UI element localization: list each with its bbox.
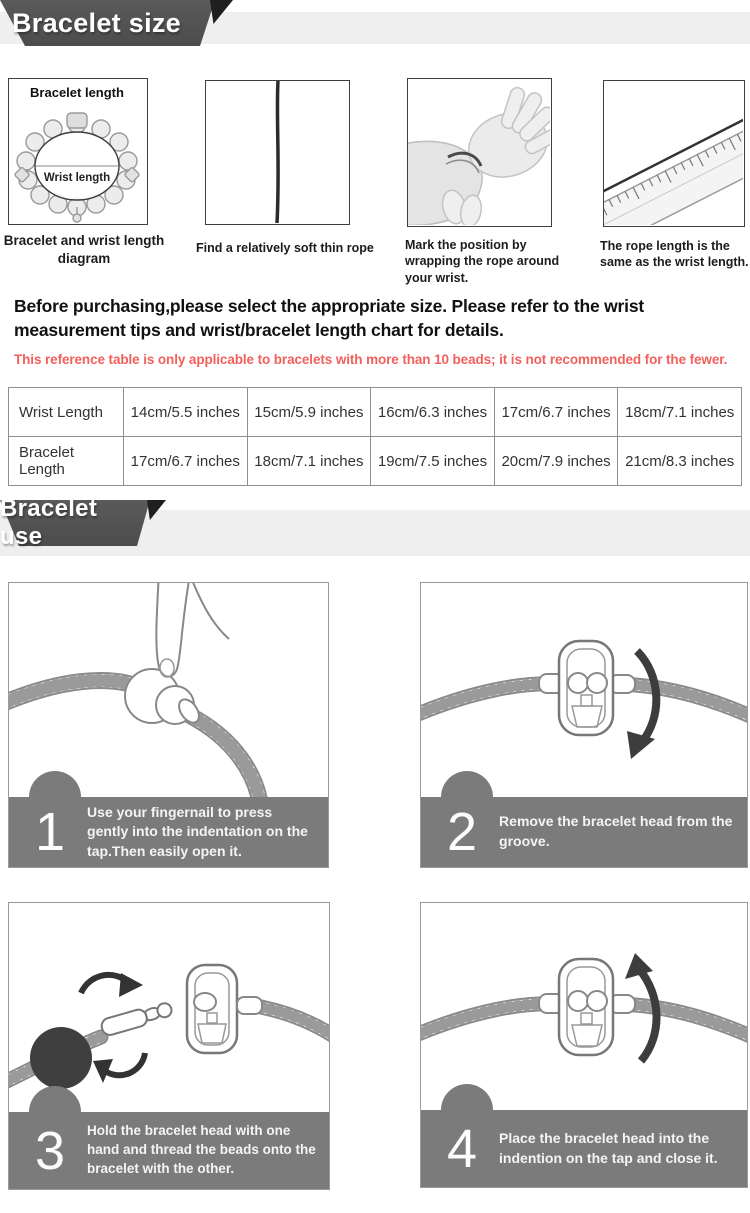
table-cell: 18cm/7.1 inches — [247, 437, 371, 486]
step-3-caption-bar — [9, 1112, 329, 1189]
ruler-illustration — [604, 81, 743, 225]
table-cell: 18cm/7.1 inches — [618, 388, 742, 437]
step-4-text: Place the bracelet head into the indention on the tap and close it. — [499, 1129, 718, 1166]
step-3-text: Hold the bracelet head with one hand and thread the beads onto the bracelet with the other. — [87, 1123, 316, 1176]
banner-bracelet-size — [0, 0, 233, 46]
bracelet-length-header: Bracelet Length — [9, 437, 124, 486]
section-title-use: Bracelet use — [0, 495, 98, 550]
step-1-illustration — [9, 583, 328, 797]
step-2-caption-bar — [421, 797, 747, 867]
figure-wrap-wrist — [407, 78, 552, 227]
table-cell: 21cm/8.3 inches — [618, 437, 742, 486]
wrist-measure-illustration — [408, 79, 550, 225]
reference-note: This reference table is only applicable to bracelets with more than 10 beads; it is not recommended for the fewer. — [14, 352, 728, 367]
bracelet-length-label: Bracelet length — [30, 85, 124, 100]
step-4-number: 4 — [447, 1118, 478, 1179]
section-title-size: Bracelet size — [12, 7, 181, 38]
table-cell: 17cm/6.7 inches — [124, 437, 248, 486]
wrist-length-header: Wrist Length — [9, 388, 124, 437]
step-1-panel — [8, 582, 329, 868]
intro-text: Before purchasing,please select the appropriate size. Please refer to the wrist measurement tips and wrist/bracelet length chart for details. — [14, 296, 644, 341]
rope-illustration — [206, 81, 348, 223]
figure-caption-wrap: Mark the position by wrapping the rope around your wrist. — [405, 238, 560, 285]
step-4-caption-bar — [421, 1110, 747, 1187]
step-1-number: 1 — [35, 802, 66, 862]
step-3-number: 3 — [35, 1120, 66, 1181]
step-4-panel — [420, 902, 748, 1188]
step-3-illustration — [9, 903, 329, 1114]
ribbon-fold — [147, 500, 166, 520]
table-cell: 20cm/7.9 inches — [494, 437, 618, 486]
ribbon-fold — [210, 0, 233, 24]
table-cell: 14cm/5.5 inches — [124, 388, 248, 437]
figure-caption-diagram: Bracelet and wrist length diagram — [3, 233, 165, 266]
table-cell: 17cm/6.7 inches — [494, 388, 618, 437]
size-table — [8, 387, 742, 486]
step-2-illustration — [421, 583, 747, 797]
step-1-caption-bar — [9, 797, 328, 867]
table-cell: 19cm/7.5 inches — [371, 437, 495, 486]
figure-ruler — [603, 80, 745, 227]
step-3-panel — [8, 902, 330, 1190]
step-2-number: 2 — [447, 802, 478, 862]
table-row — [9, 437, 742, 486]
table-cell: 16cm/6.3 inches — [371, 388, 495, 437]
figure-caption-rope: Find a relatively soft thin rope — [196, 241, 374, 255]
step-4-illustration — [421, 903, 747, 1112]
bracelet-diagram-illustration — [9, 79, 146, 223]
banner-bracelet-use — [0, 495, 166, 550]
wrist-length-label: Wrist length — [43, 172, 111, 184]
figure-caption-ruler: The rope length is the same as the wrist length. — [600, 239, 749, 270]
table-row — [9, 388, 742, 437]
figure-rope — [205, 80, 350, 225]
step-1-text: Use your fingernail to press gently into the indentation on the tap.Then easily open it. — [87, 803, 308, 859]
table-cell: 15cm/5.9 inches — [247, 388, 371, 437]
step-2-panel — [420, 582, 748, 868]
figure-bracelet-diagram — [8, 78, 148, 225]
step-2-text: Remove the bracelet head from the groove. — [499, 813, 733, 849]
